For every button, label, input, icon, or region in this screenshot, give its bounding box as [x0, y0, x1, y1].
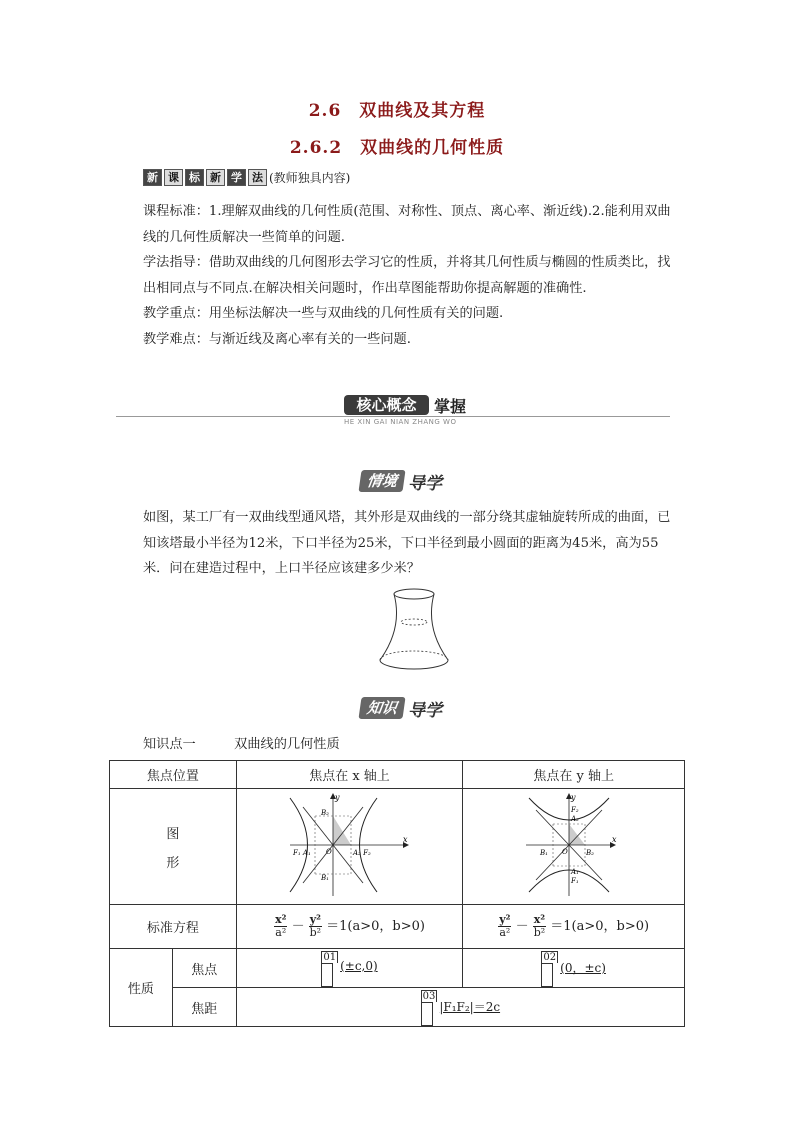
knowledge-tag-dark: 知识 — [358, 697, 405, 719]
knowledge-point-heading — [143, 733, 340, 752]
intro-block — [116, 199, 682, 352]
figure-label-1: 图 — [166, 826, 180, 842]
method-stamp — [143, 169, 350, 186]
blank-01: 01 (±c,0) — [321, 951, 377, 987]
study-guide: 学法指导：借助双曲线的几何图形去学习它的性质，并将其几何性质与椭圆的性质类比，找出相同点与不同点.在解决相关问题时，作出草图能帮助你提高解题的准确性. — [143, 255, 671, 296]
knowledge-point-title: 双曲线的几何性质 — [234, 737, 340, 752]
focal-distance-label: 焦距 — [172, 988, 236, 1027]
focal-distance-row — [110, 988, 685, 1027]
subsection-title: 2.6.2 双曲线的几何性质 — [289, 138, 505, 158]
focus-label: 焦点 — [172, 949, 236, 988]
blank-01-answer: (±c,0) — [340, 959, 378, 973]
eq-y-rest: ＝1(a>0，b>0) — [550, 919, 650, 934]
blank-02-answer: (0，±c) — [560, 961, 606, 975]
stamp-char: 学 — [227, 169, 246, 186]
situation-text: 如图，某工厂有一双曲线型通风塔，其外形是双曲线的一部分绕其虚轴旋转所成的曲面，已知该塔最小半径为12米，下口半径为25米，下口半径到最小圆面的距离为45米，高为55米．问在建造过程中，上口半径应该建多少米？ — [143, 510, 671, 576]
eq-y-frac2: $\frac{\text{x²}}{\text{b²}}$ — [533, 913, 546, 939]
figure-x-cell — [236, 789, 463, 905]
stamp-char: 新 — [143, 169, 162, 186]
focus-row — [110, 949, 685, 988]
section-title: 2.6 双曲线及其方程 — [308, 101, 486, 121]
situation-tag-dark: 情境 — [358, 470, 405, 492]
fig-x-label-F1A1: F₁ A₁ — [292, 848, 311, 857]
blank-03: 03 |F₁F₂|＝2c — [421, 990, 500, 1026]
fig-x-label-y: y — [334, 792, 340, 802]
eq-y-frac1: $\frac{\text{y²}}{\text{a²}}$ — [499, 913, 511, 939]
blank-03-answer: |F₁F₂|＝2c — [439, 1000, 501, 1014]
banner-divider — [116, 416, 670, 417]
figure-y-cell — [463, 789, 685, 905]
fig-x-label-B2: B₂ — [320, 808, 329, 817]
header-focus-position: 焦点位置 — [110, 761, 237, 789]
focus-y-cell — [463, 949, 685, 988]
stamp-char: 新 — [206, 169, 225, 186]
fig-y-label-B2: B₂ — [585, 848, 594, 857]
cooling-tower-figure — [376, 586, 452, 674]
situation-tag-light: 导学 — [408, 473, 443, 494]
figure-label-2: 形 — [166, 855, 180, 871]
equation-row — [110, 905, 685, 949]
fig-x-label-A2F2: A₂ F₂ — [352, 848, 371, 857]
eq-x-frac1: $\frac{\text{x²}}{\text{a²}}$ — [275, 913, 287, 939]
stamp-char: 标 — [185, 169, 204, 186]
property-label: 性质 — [110, 949, 173, 1027]
equation-y-cell: $\frac{\text{y²}}{\text{a²}}$ － $\frac{\text{x²}}{\text{b²}}$ ＝1(a>0，b>0) — [463, 905, 685, 949]
situation-text-block — [116, 505, 682, 582]
hyperbola-x-axis-figure — [285, 790, 415, 900]
teaching-difficulty: 教学难点：与渐近线及离心率有关的一些问题. — [143, 331, 411, 347]
banner-grasp-label: 掌握 — [434, 397, 467, 416]
fig-y-label-F1: F₁ — [570, 876, 579, 885]
fig-y-label-B1: B₁ — [539, 848, 548, 857]
eq-x-rest: ＝1(a>0，b>0) — [326, 919, 425, 934]
fig-y-label-A2: A₂ — [570, 814, 579, 823]
fig-y-label-x: x — [611, 834, 617, 844]
equation-x-cell: $\frac{\text{x²}}{\text{a²}}$ － $\frac{\text{y²}}{\text{b²}}$ ＝1(a>0，b>0) — [236, 905, 463, 949]
knowledge-point-label: 知识点一 — [143, 737, 196, 752]
teaching-key-point: 教学重点：用坐标法解决一些与双曲线的几何性质有关的问题. — [143, 306, 504, 321]
figure-row — [110, 789, 685, 905]
fig-y-label-A1: A₁ — [570, 867, 579, 876]
hyperbola-properties-table — [109, 760, 685, 1027]
focal-distance-cell — [236, 988, 684, 1027]
figure-label-cell — [110, 789, 237, 905]
situation-tag — [360, 470, 442, 492]
course-standard: 课程标准：1.理解双曲线的几何性质(范围、对称性、顶点、离心率、渐近线).2.能利用双曲线的几何性质解决一些简单的问题. — [143, 204, 671, 245]
stamp-char: 课 — [164, 169, 183, 186]
banner-pinyin: HE XIN GAI NIAN ZHANG WO — [344, 418, 457, 426]
stamp-note: (教师独具内容) — [269, 171, 351, 185]
fig-y-label-y: y — [570, 792, 576, 802]
fig-x-label-O: O — [325, 847, 332, 856]
fig-x-label-x: x — [402, 834, 408, 844]
knowledge-tag — [360, 697, 442, 719]
stamp-char: 法 — [248, 169, 267, 186]
table-header-row — [110, 761, 685, 789]
header-focus-x: 焦点在 x 轴上 — [236, 761, 463, 789]
blank-02: 02 (0，±c) — [541, 951, 606, 987]
knowledge-tag-light: 导学 — [408, 700, 443, 721]
eq-x-frac2: $\frac{\text{y²}}{\text{b²}}$ — [309, 913, 322, 939]
focus-x-cell — [236, 949, 463, 988]
fig-y-label-O: O — [561, 847, 568, 856]
header-focus-y: 焦点在 y 轴上 — [463, 761, 685, 789]
hyperbola-y-axis-figure — [524, 790, 624, 900]
core-concept-banner — [116, 393, 670, 427]
fig-y-label-F2: F₂ — [570, 805, 579, 814]
banner-core-label: 核心概念 — [344, 395, 429, 415]
equation-label: 标准方程 — [110, 905, 237, 949]
fig-x-label-B1: B₁ — [320, 873, 329, 882]
